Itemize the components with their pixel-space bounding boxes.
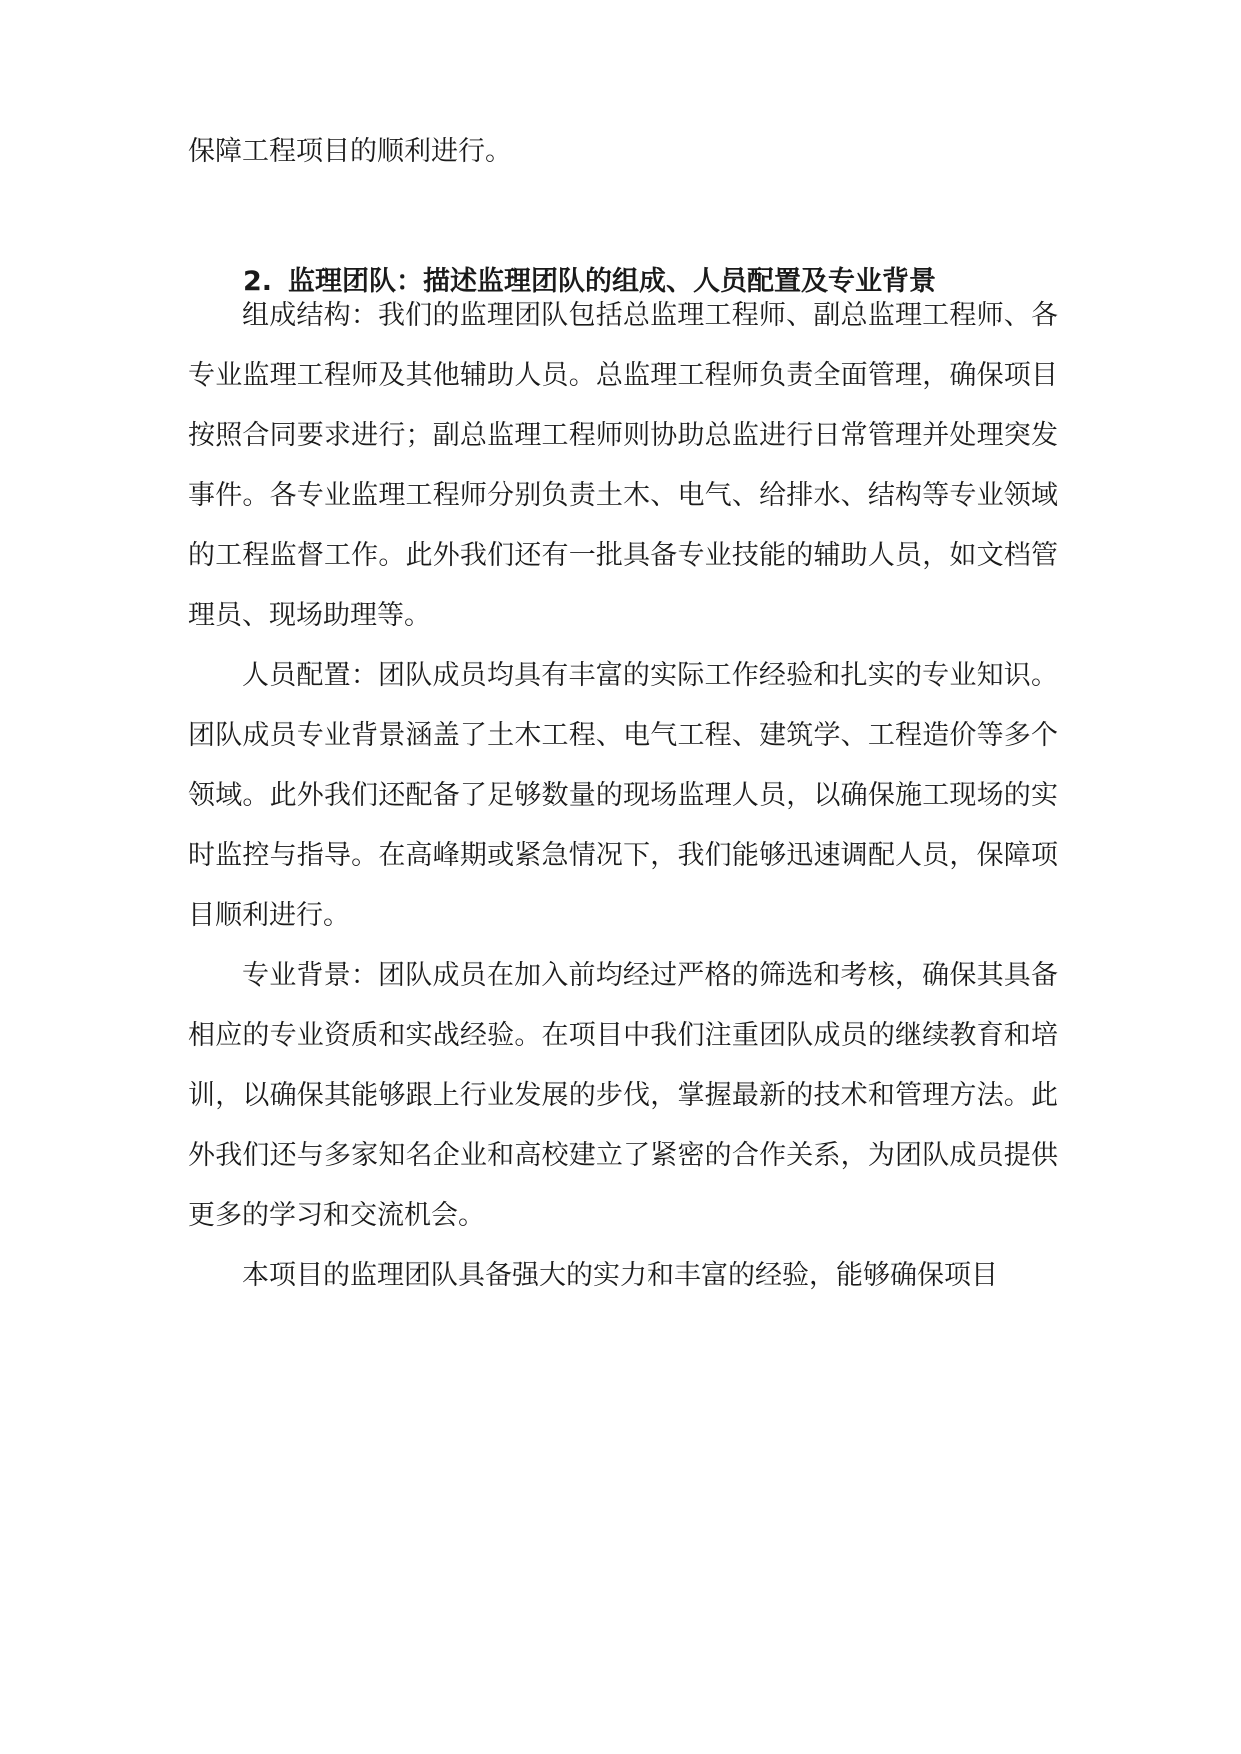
continuation-text: 保障工程项目的顺利进行。 — [188, 136, 512, 167]
paragraph-composition: 组成结构：我们的监理团队包括总监理工程师、副总监理工程师、各专业监理工程师及其他辅助人员。总监理工程师负责全面管理，确保项目按照合同要求进行；副总监理工程师则协助总监进行日常管理并处理突发事件。各专业监理工程师分别负责土木、电气、给排水、结构等专业领域的工程监督工作。此外我们还有一批具备专业技能的辅助人员，如文档管理员、现场助理等。 — [188, 300, 1058, 631]
paragraph-staffing: 人员配置：团队成员均具有丰富的实际工作经验和扎实的专业知识。团队成员专业背景涵盖了土木工程、电气工程、建筑学、工程造价等多个领域。此外我们还配备了足够数量的现场监理人员，以确保施工现场的实时监控与指导。在高峰期或紧急情况下，我们能够迅速调配人员，保障项目顺利进行。 — [188, 660, 1058, 931]
section-number: 2. — [243, 266, 273, 297]
section-title: 监理团队：描述监理团队的组成、人员配置及专业背景 — [288, 266, 937, 297]
continuation-block — [188, 122, 1058, 182]
paragraph-summary: 本项目的监理团队具备强大的实力和丰富的经验，能够确保项目 — [242, 1260, 998, 1291]
body-text — [188, 286, 1058, 1306]
paragraph-background: 专业背景：团队成员在加入前均经过严格的筛选和考核，确保其具备相应的专业资质和实战经验。在项目中我们注重团队成员的继续教育和培训，以确保其能够跟上行业发展的步伐，掌握最新的技术和管理方法。此外我们还与多家知名企业和高校建立了紧密的合作关系，为团队成员提供更多的学习和交流机会。 — [188, 960, 1058, 1231]
